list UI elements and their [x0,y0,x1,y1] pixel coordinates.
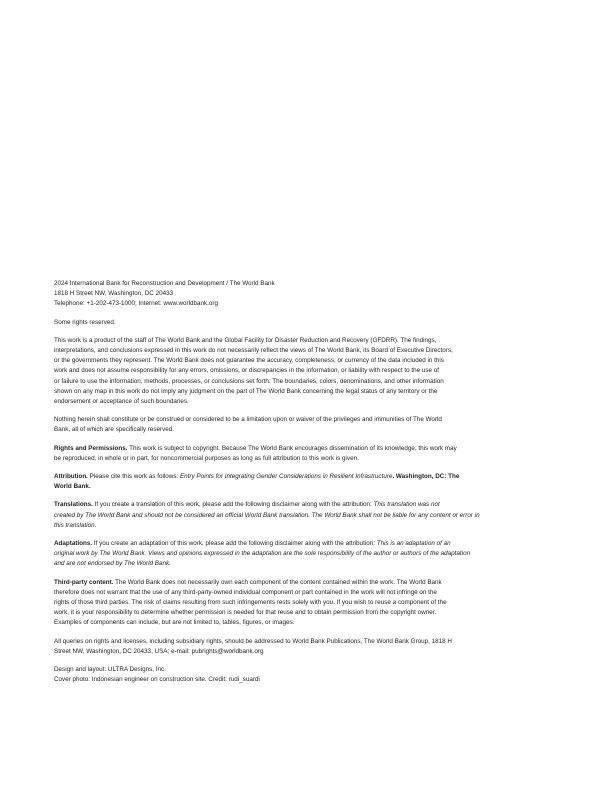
contact-line: Telephone: +1-202-473-1000; Internet: www.worldbank.org [54,300,218,308]
third-party-text: Examples of components can include, but are not limited to, tables, figures, or images. [54,619,295,627]
address-line: 2024 International Bank for Reconstruction and Development / The World Bank [54,280,275,287]
publisher-address [54,279,559,310]
attribution-paragraph [54,472,559,492]
address-line: 1818 H Street NW, Washington, DC 20433 [54,290,174,298]
disclaimer-paragraph [54,336,559,407]
attribution-heading: Attribution. [54,473,88,481]
third-party-text: work, it is your responsibility to determine whether permission is needed for that reuse and to obtain permission from the copyright owner. [54,609,437,617]
translations-heading: Translations. [54,501,93,509]
attribution-suffix: . Washington, DC: The [392,473,460,481]
translations-quote: created by The World Bank and should not be considered an official World Bank translation. The World Bank shall not be liable for any content or error in [54,511,480,519]
rights-reserved-text: Some rights reserved. [54,318,116,326]
disclaimer-line: interpretations, and conclusions expressed in this work do not necessarily reflect the views of The World Bank, its Board of Executive Directors, [54,347,453,355]
queries-line: All queries on rights and licenses, including subsidiary rights, should be addressed to World Bank Publications, The World Bank Group, 1818 H [54,637,452,645]
adaptations-paragraph [54,539,559,570]
copyright-page-text [54,279,559,694]
rights-reserved [54,318,559,328]
disclaimer-line: or the governments they represent. The World Bank does not guarantee the accuracy, completeness, or currency of the data included in this [54,357,444,365]
adaptations-text: If you create an adaptation of this work, please add the following disclaimer along with the attribution: [92,540,377,548]
design-credit: Design and layout: ULTRA Designs, Inc. [54,666,166,674]
third-party-text: The World Bank does not necessarily own each component of the content contained within the work. The World Bank [113,578,442,586]
rights-permissions-paragraph [54,444,559,464]
disclaimer-line: endorsement or acceptance of such boundaries. [54,398,189,406]
third-party-text: rights of those third parties. The risk of claims resulting from such infringements rests solely with you. If you wish to reuse a component of the [54,599,447,607]
privileges-line: Nothing herein shall constitute or be construed or considered to be a limitation upon or waiver of the privileges and immunities of The World [54,416,442,424]
attribution-text: Please cite this work as follows: [87,473,180,481]
adaptations-quote: original work by The World Bank. Views and opinions expressed in the adaptation are the sole responsibility of the author or authors of the adaptation [54,550,471,558]
cover-photo-credit: Cover photo: Indonesian engineer on construction site. Credit: rudi_suardi [54,676,260,684]
adaptations-quote: and are not endorsed by The World Bank. [54,560,171,568]
translations-quote: this translation. [54,521,97,529]
translations-paragraph [54,500,559,531]
privileges-paragraph [54,415,559,435]
translations-text: If you create a translation of this work, please add the following disclaimer along with the attribution: [92,501,374,509]
disclaimer-line: or failure to use the information, methods, processes, or conclusions set forth. The boundaries, colors, denominations, and other information [54,377,444,385]
rights-permissions-text: This work is subject to copyright. Because The World Bank encourages dissemination of its knowledge, this work may [127,444,457,452]
queries-paragraph [54,637,559,657]
third-party-text: therefore does not warrant that the use of any third-party-owned individual component or part contained in the work will not infringe on the [54,588,437,596]
third-party-paragraph [54,578,559,629]
adaptations-heading: Adaptations. [54,540,93,548]
credits [54,665,559,685]
privileges-line: Bank, all of which are specifically reserved. [54,426,175,434]
disclaimer-line: This work is a product of the staff of The World Bank and the Global Facility for Disaster Reduction and Recovery (GFDRR). The findings, [54,336,437,344]
rights-permissions-text: be reproduced, in whole or in part, for noncommercial purposes as long as full attribution to this work is given. [54,454,359,462]
disclaimer-line: work and does not assume responsibility for any errors, omissions, or discrepancies in the information, or liability with respect to the use of [54,367,439,375]
third-party-heading: Third-party content. [54,578,114,586]
queries-line: Street NW, Washington, DC 20433, USA; e-mail: pubrights@worldbank.org [54,647,264,655]
adaptations-quote: This is an adaptation of an [376,540,451,548]
rights-permissions-heading: Rights and Permissions. [54,444,128,452]
work-title: Entry Points for Integrating Gender Considerations in Resilient Infrastructure [179,473,393,481]
translations-quote: This translation was not [373,501,440,509]
disclaimer-line: shown on any map in this work do not imply any judgment on the part of The World Bank concerning the legal status of any territory or the [54,387,438,395]
attribution-suffix: World Bank. [54,483,91,491]
